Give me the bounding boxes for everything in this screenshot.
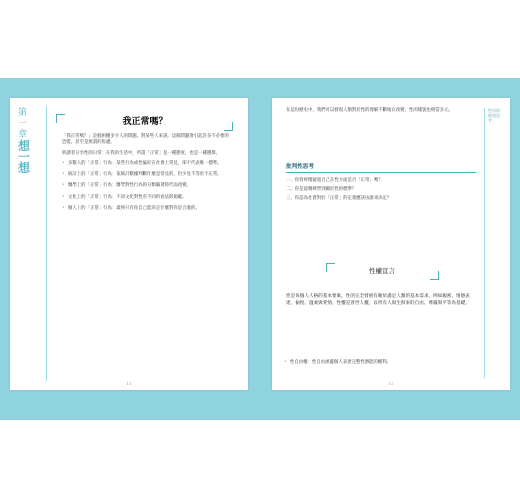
page-title: 我正常嗎？ [122, 117, 168, 127]
section-paragraph: 性是每個人人格的基本要素，性的完全發展有賴於滿足人類的基本需求，例如親密、情感表達、愉悅、溫柔與愛情。性權是普世人權，以所有人與生俱來的自由、尊嚴與平等為基礎。 [286, 294, 470, 306]
section-bullet: • 性自由權：性自由涵蓋個人表達完整性潛能的權利。 [290, 360, 476, 366]
side-text: 性別與健康思考 [488, 108, 500, 123]
right-page [272, 98, 510, 390]
left-page [10, 98, 248, 390]
page-number: 11 [126, 381, 132, 386]
question-item: 一、你曾經懷疑過自己在性方面是否「正常」嗎？ [286, 178, 383, 183]
second-paragraph: 與讀者分享性的日常：在我的生活中，所謂「正常」是一種態度，也是一種選擇。 [62, 150, 221, 156]
side-label-small: 第一章 [18, 108, 28, 140]
bullet-item: • 個人上的「正常」行為：最終只有你自己能決定什麼對你是合適的。 [68, 206, 232, 212]
page-number: 12 [388, 381, 394, 386]
bullet-item: • 醫學上的「正常」行為：醫學對性行為的分類隨著時代而改變。 [68, 183, 232, 189]
side-label-big: 想一想 [18, 139, 32, 175]
question-list [286, 178, 476, 206]
bullet-item: • 統計上的「正常」行為：依統計數據判斷什麼是常見的，但少見不等於不正常。 [68, 172, 232, 178]
bullet-item: • 多數人的「正常」行為：某些行為或性偏好在社會上常見，卻不代表唯一標準。 [68, 161, 232, 167]
section-title: 性權宣言 [369, 267, 395, 275]
vertical-rule [46, 106, 47, 381]
intro-paragraph: 「我正常嗎？」是個困擾多少人的問題。對某些人來說，這個問題會引起許多不必要的恐慌，甚至是無謂的焦慮。 [62, 134, 229, 146]
left-body [62, 134, 232, 217]
top-paragraph: 在這份歷史中，我們可以發現人類對於性的理解不斷地在改變，性的樣貌也相當多元。 [286, 108, 453, 113]
critical-divider [286, 172, 476, 173]
vertical-rule [484, 108, 485, 378]
question-item: 二、你是從哪裡學到關於性的標準？ [286, 187, 357, 193]
bullet-item: • 文化上的「正常」行為：不同文化對性有不同的看法與規範。 [68, 195, 232, 201]
critical-thinking-title: 批判性思考 [286, 164, 314, 170]
bullet-list [62, 161, 232, 212]
side-label [18, 108, 34, 174]
question-item: 三、你認為社會對於「正常」的定義應該由誰來決定？ [286, 196, 392, 202]
